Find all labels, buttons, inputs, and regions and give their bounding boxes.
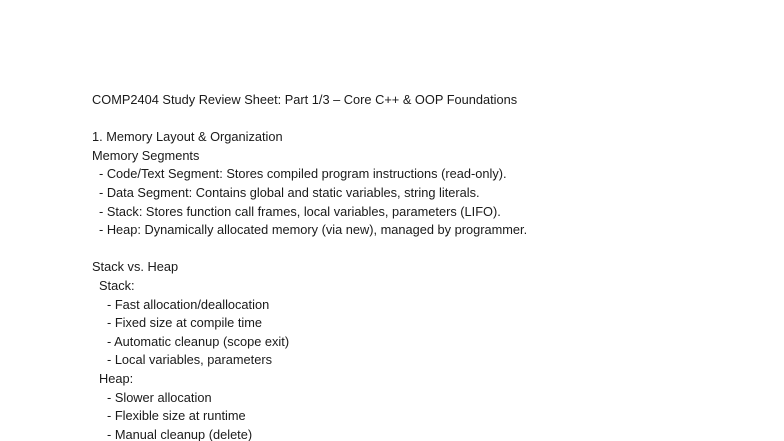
list-item: - Flexible size at runtime	[107, 408, 246, 424]
document-title: COMP2404 Study Review Sheet: Part 1/3 – Core C++ & OOP Foundations	[92, 92, 518, 107]
list-item: - Local variables, parameters	[107, 352, 273, 368]
subsection-heading-memory-segments: Memory Segments	[92, 147, 200, 163]
stack-label: Stack:	[99, 277, 135, 293]
spacer	[92, 110, 764, 129]
list-item: - Data Segment: Contains global and static variables, string literals.	[99, 184, 480, 200]
spacer	[92, 240, 764, 259]
list-item: - Automatic cleanup (scope exit)	[107, 333, 290, 349]
document-body	[92, 91, 764, 441]
list-item: - Manual cleanup (delete)	[107, 426, 253, 441]
list-item: - Heap: Dynamically allocated memory (via new), managed by programmer.	[99, 222, 528, 238]
list-item: - Slower allocation	[107, 389, 212, 405]
list-item: - Fast allocation/deallocation	[107, 296, 270, 312]
section-heading: 1. Memory Layout & Organization	[92, 129, 283, 145]
list-item: - Stack: Stores function call frames, local variables, parameters (LIFO).	[99, 203, 501, 219]
heap-label: Heap:	[99, 370, 134, 386]
subsection-heading-stack-vs-heap: Stack vs. Heap	[92, 259, 179, 275]
list-item: - Fixed size at compile time	[107, 315, 263, 331]
list-item: - Code/Text Segment: Stores compiled program instructions (read-only).	[99, 166, 507, 182]
